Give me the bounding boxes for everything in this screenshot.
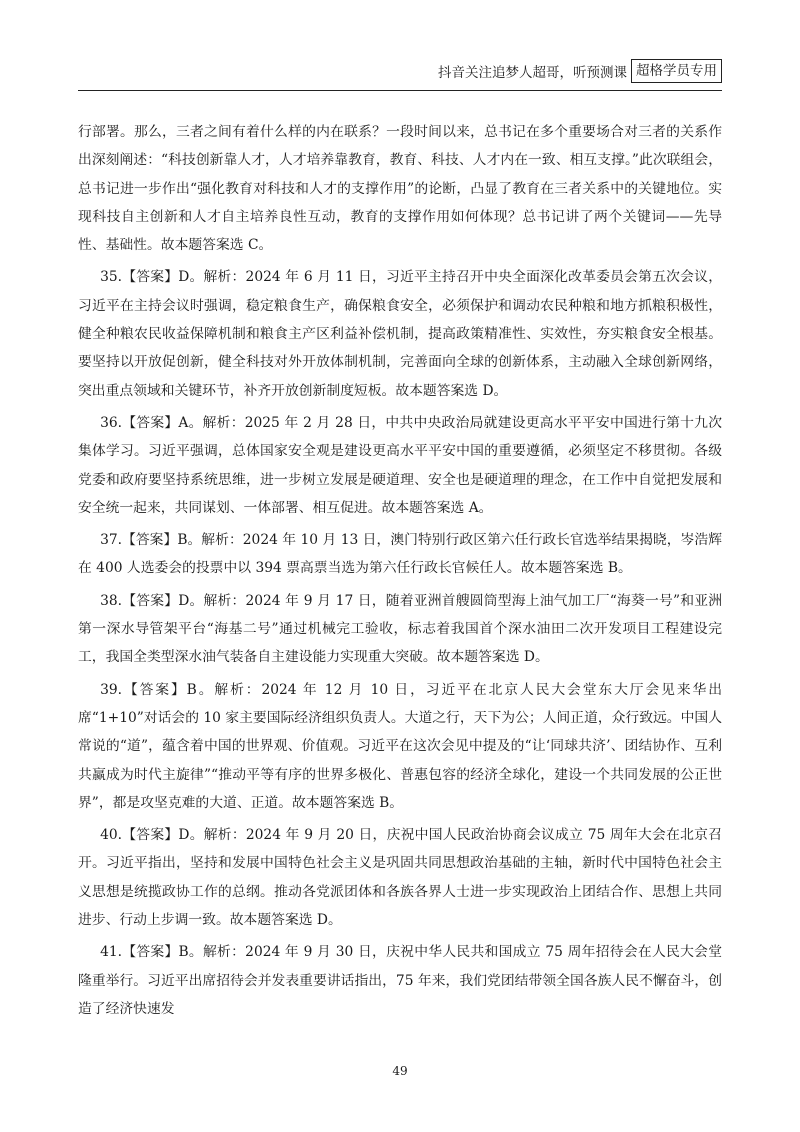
answer-37: 37.【答案】B。解析：2024 年 10 月 13 日，澳门特别行政区第六任行政长官选举结果揭晓，岑浩辉在 400 人选委会的投票中以 394 票高票当选为第六任行政长官候任人。故本题答案选 B。 [78,532,722,577]
page-header [78,58,722,84]
answer-36: 36.【答案】A。解析：2025 年 2 月 28 日，中共中央政治局就建设更高水平平安中国进行第十九次集体学习。习近平强调，总体国家安全观是建设更高水平平安中国的重要遵循，必须坚定不移贯彻。各级党委和政府要坚持系统思维，进一步树立发展是硬道理、安全也是硬道理的理念，在工作中自觉把发展和安全统一起来，共同谋划、一体部署、相互促进。故本题答案选 A。 [78,414,722,516]
document-body [78,118,722,1027]
answer-35: 35.【答案】D。解析：2024 年 6 月 11 日，习近平主持召开中央全面深化改革委员会第五次会议，习近平在主持会议时强调，稳定粮食生产，确保粮食安全，必须保护和调动农民种粮和地方抓粮积极性，健全种粮农民收益保障机制和粮食主产区利益补偿机制，提高政策精准性、实效性，夯实粮食安全根基。要坚持以开放促创新，健全科技对外开放体制机制，完善面向全球的创新体系，主动融入全球创新网络，突出重点领域和关键环节，补齐开放创新制度短板。故本题答案选 D。 [78,269,722,399]
header-rule [78,90,722,91]
answer-40: 40.【答案】D。解析：2024 年 9 月 20 日，庆祝中国人民政治协商会议成立 75 周年大会在北京召开。习近平指出，坚持和发展中国特色社会主义是巩固共同思想政治基础的主轴，新时代中国特色社会主义思想是统揽政协工作的总纲。推动各党派团体和各族各界人士进一步实现政治上团结合作、思想上共同进步、行动上步调一致。故本题答案选 D。 [78,827,722,929]
page-number: 49 [392,1064,408,1078]
answer-38: 38.【答案】D。解析：2024 年 9 月 17 日，随着亚洲首艘圆筒型海上油气加工厂“海葵一号”和亚洲第一深水导管架平台“海基二号”通过机械完工验收，标志着我国首个深水油田二次开发项目工程建设完工，我国全类型深水油气装备自主建设能力实现重大突破。故本题答案选 D。 [78,592,722,666]
header-badge: 超格学员专用 [631,59,722,83]
answer-41: 41.【答案】B。解析：2024 年 9 月 30 日，庆祝中华人民共和国成立 75 周年招待会在人民大会堂隆重举行。习近平出席招待会并发表重要讲话指出，75 年来，我们党团结带领全国各族人民不懈奋斗，创造了经济快速发 [78,944,722,1017]
header-note: 抖音关注追梦人超哥，听预测课 [438,65,627,81]
answer-39: 39.【答案】B。解析：2024 年 12 月 10 日，习近平在北京人民大会堂东大厅会见来华出席“1+10”对话会的 10 家主要国际经济组织负责人。大道之行，天下为公；人间正道，众行致远。中国人常说的“道”，蕴含着中国的世界观、价值观。习近平在这次会见中提及的“让‘同球共济’、团结协作、互利共赢成为时代主旋律”“推动平等有序的世界多极化、普惠包容的经济全球化，建设一个共同发展的公正世界”，都是攻坚克难的大道、正道。故本题答案选 B。 [78,681,722,811]
paragraph-continuation: 行部署。那么，三者之间有着什么样的内在联系？一段时间以来，总书记在多个重要场合对三者的关系作出深刻阐述：“科技创新靠人才，人才培养靠教育，教育、科技、人才内在一致、相互支撑。”此次联组会，总书记进一步作出“强化教育对科技和人才的支撑作用”的论断，凸显了教育在三者关系中的关键地位。实现科技自主创新和人才自主培养良性互动，教育的支撑作用如何体现？总书记讲了两个关键词——先导性、基础性。故本题答案选 C。 [78,124,722,254]
